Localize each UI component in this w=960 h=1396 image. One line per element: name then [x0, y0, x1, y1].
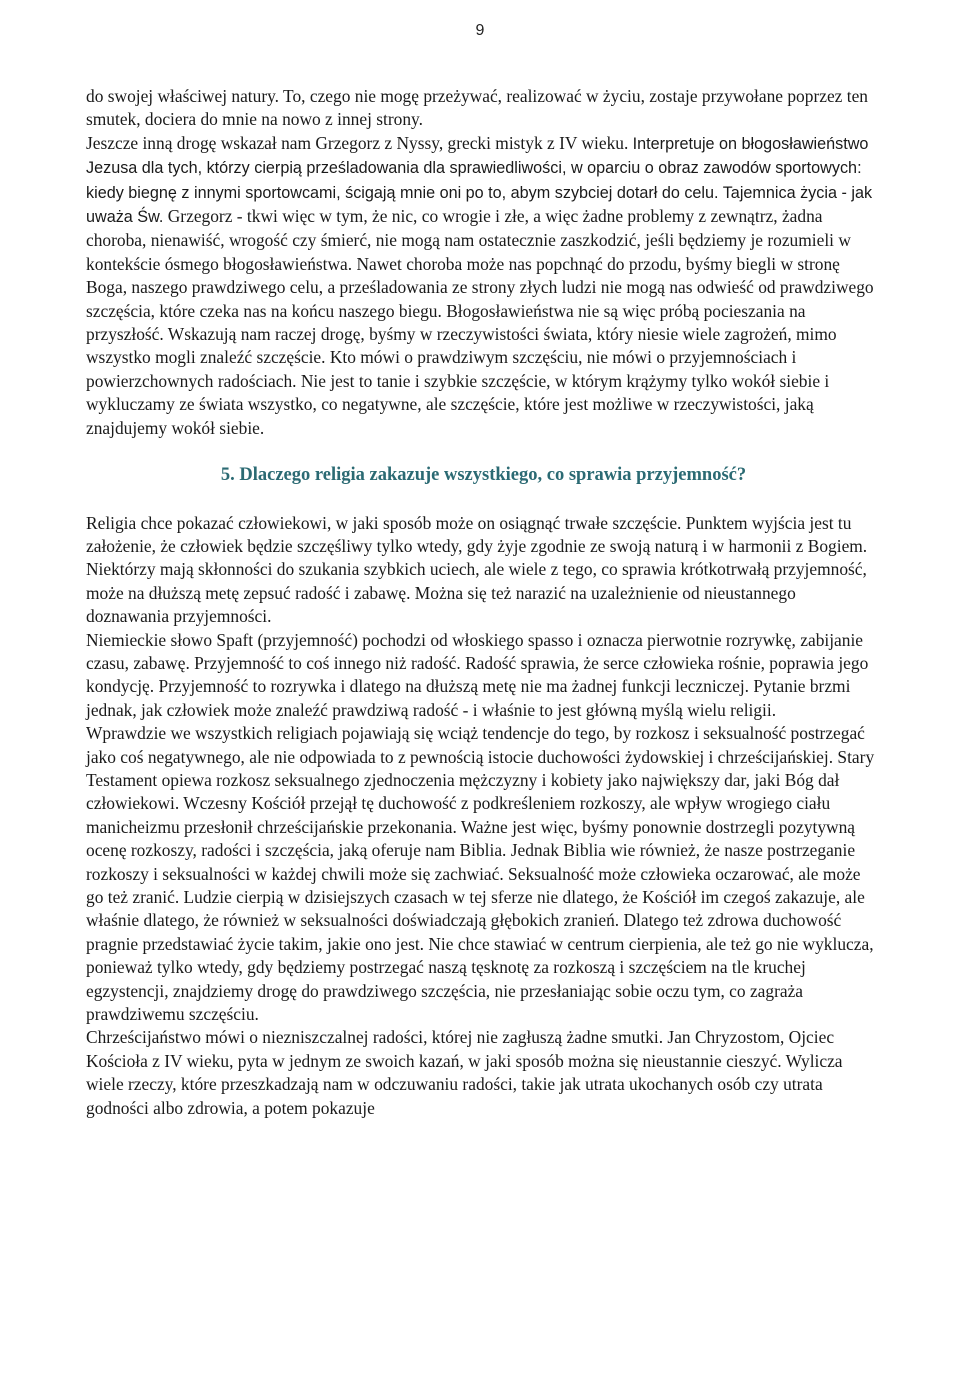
paragraph-continuation: do swojej właściwej natury. To, czego nie mogę przeżywać, realizować w życiu, zostaje przywołane poprzez ten smutek, dociera do mnie na nowo z innej strony. — [86, 86, 868, 130]
paragraph-gregory — [86, 132, 881, 440]
paragraph-joy: Chrześcijaństwo mówi o niezniszczalnej radości, której nie zagłuszą żadne smutki. Jan Chryzostom, Ojciec Kościoła z IV wieku, pyta w jednym ze swoich kazań, w jaki sposób można się nieustannie cieszyć. Wylicza wiele rzeczy, które przeszkadzają nam w odczuwaniu radości, takie jak utrata ukochanych osób czy utrata godności albo zdrowia, a potem pokazuje — [86, 1027, 843, 1118]
text-serif: Jeszcze inną drogę wskazał nam Grzegorz z Nyssy, grecki mistyk z IV wieku. — [86, 132, 629, 153]
section-heading: 5. Dlaczego religia zakazuje wszystkiego, co sprawia przyjemność? — [220, 465, 747, 486]
document-body — [86, 85, 881, 1120]
paragraph-spass: Niemieckie słowo Spaft (przyjemność) pochodzi od włoskiego spasso i oznacza pierwotnie rozrywkę, zabijanie czasu, zabawę. Przyjemność to coś innego niż radość. Radość sprawia, że serce człowieka rośnie, poprawia jego kondycję. Przyjemność to rozrywka i dlatego na dłuższą metę nie ma żadnej funkcji leczniczej. Pytanie brzmi jednak, jak człowiek może znaleźć prawdziwą radość - i właśnie to jest główną myślą wielu religii. — [86, 629, 869, 720]
page-number: 9 — [475, 22, 485, 39]
paragraph-sexuality: Wprawdzie we wszystkich religiach pojawiają się wciąż tendencje do tego, by rozkosz i seksualność postrzegać jako coś negatywnego, ale nie odpowiada to z pewnością istocie duchowości żydowskiej i chrześcijańskiej. Stary Testament opiewa rozkosz seksualnego zjednoczenia mężczyzny i kobiety jako największy dar, jaki Bóg dał człowiekowi. Wczesny Kościół przejął tę duchowość z podkreśleniem rozkoszy, ale wpływ wrogiego ciału manicheizmu przesłonił chrześcijańskie przekonania. Ważne jest więc, byśmy ponownie dostrzegli pozytywną ocenę rozkoszy, radości i szczęścia, jaką oferuje nam Biblia. Jednak Biblia wie również, że nasze postrzeganie rozkoszy i seksualności w każdej chwili może się zachwiać. Seksualność może człowieka oczarować, ale może go też zranić. Ludzie cierpią w dzisiejszych czasach w tej sferze nie dlatego, że Kościół im czegoś zakazuje, ale właśnie dlatego, że również w seksualności doświadczają głębokich zranień. Dlatego też zdrowa duchowość pragnie przedstawiać życie takim, jakie ono jest. Nie chce stawiać w centrum cierpienia, ale też go nie wyklucza, ponieważ tylko wtedy, gdy będziemy postrzegać naszą tęsknotę za rozkoszą i szczęściem na tle kruchej egzystencji, znajdziemy drogę do prawdziwego szczęścia, nie przesłaniając sobie oczu tym, co zagraża prawdziwemu szczęściu. — [86, 723, 875, 1025]
paragraph-religion: Religia chce pokazać człowiekowi, w jaki sposób może on osiągnąć trwałe szczęście. Punktem wyjścia jest tu założenie, że człowiek będzie szczęśliwy tylko wtedy, gdy żyje zgodnie ze swoją naturą i w harmonii z Bogiem. Niektórzy mają skłonności do szukania szybkich uciech, ale wiele z tego, co sprawia krótkotrwałą przyjemność, może na dłuższą metę zepsuć radość i zabawę. Można się też narazić na uzależnienie od nieustannego doznawania przyjemności. — [86, 512, 868, 627]
text-sans: Interpretuje on błogosławieństwo Jezusa dla tych, którzy cierpią prześladowania dla sprawiedliwości, w oparciu o obraz zawodów sportowych: kiedy biegnę z innymi sportowcami, ścigają mnie oni po to, abym szybciej dotarł do celu. Tajemnica życia - jak uważa Św. — [86, 134, 873, 227]
text-serif-rest: Grzegorz - tkwi więc w tym, że nic, co wrogie i złe, a więc żadne problemy z zewnątrz, żadna choroba, nienawiść, wrogość czy śmierć, nie mogą nam ostatecznie zaszkodzić, jeśli będziemy je rozumieli w kontekście ósmego błogosławieństwa. Nawet choroba może nas popchnąć do przodu, byśmy biegli w stronę Boga, naszego prawdziwego celu, a prześladowania ze strony złych ludzi nie mogą nas odwieść od prawdziwego szczęścia, które czeka nas na końcu naszego biegu. Błogosławieństwa nie są więc próbą pocieszania na przyszłość. Wskazują nam raczej drogę, byśmy w rzeczywistości świata, który niesie wiele zagrożeń, mimo wszystko mogli znaleźć szczęście. Kto mówi o prawdziwym szczęściu, nie mówi o przyjemnościach i powierzchownych radościach. Nie jest to tanie i szybkie szczęście, w którym krążymy tylko wokół siebie i wykluczamy ze świata wszystko, co negatywne, ale szczęście, które jest możliwe w rzeczywistości, jaką znajdujemy wokół siebie. — [86, 206, 874, 438]
